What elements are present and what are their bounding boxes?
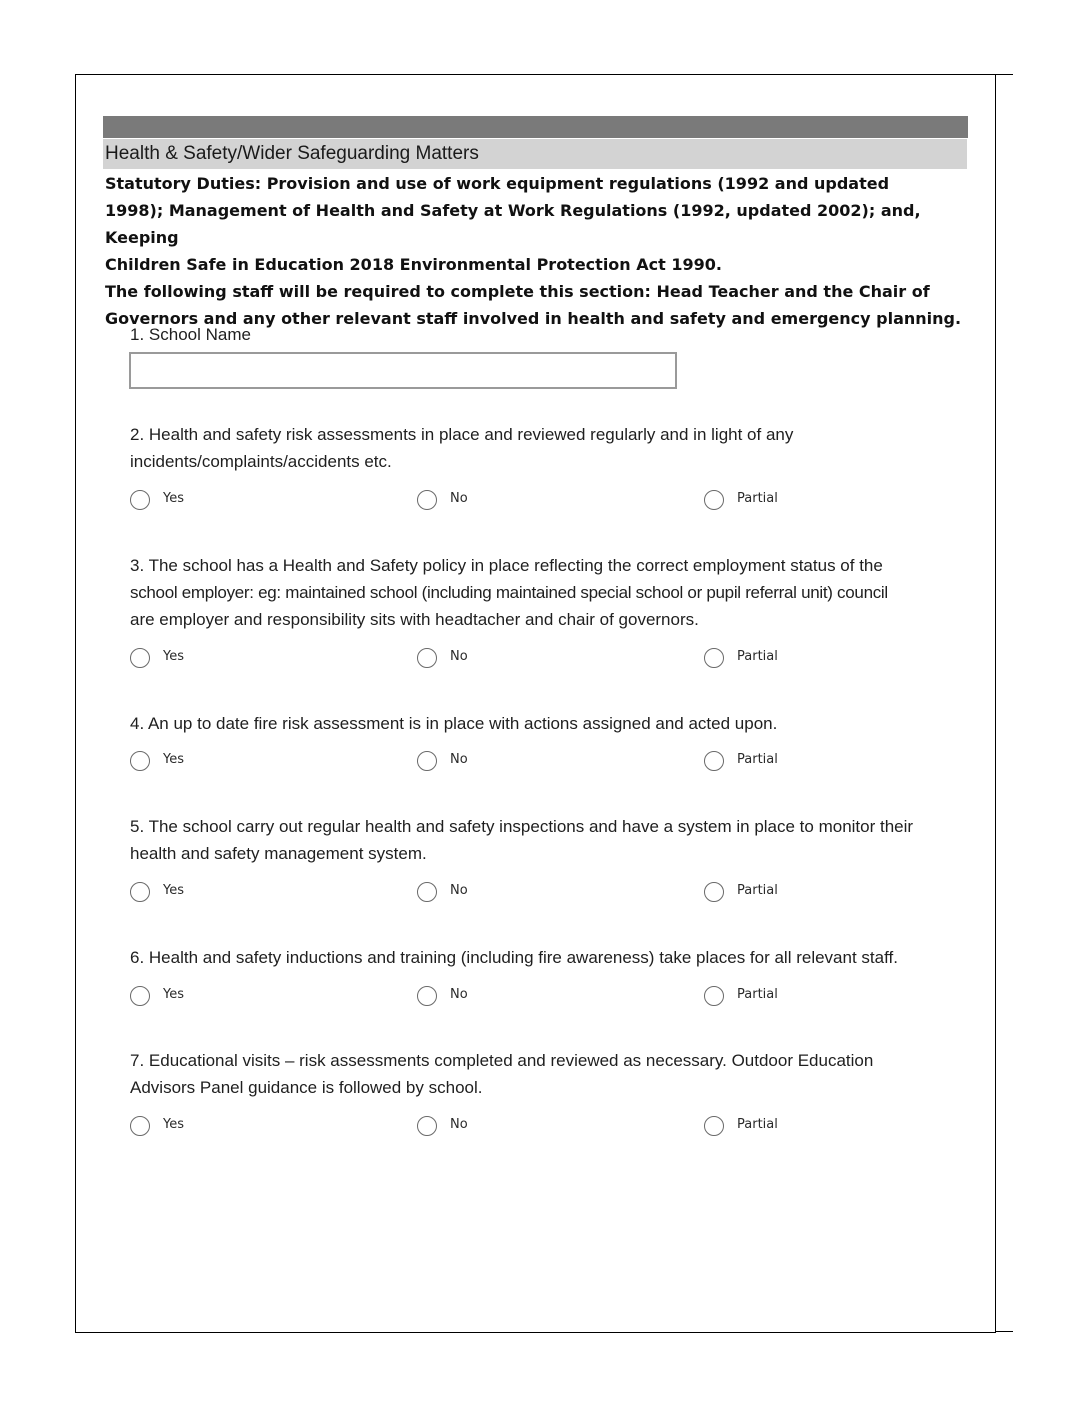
radio-button[interactable] xyxy=(704,1116,724,1136)
question-3 xyxy=(130,552,975,633)
question-label: Advisors Panel guidance is followed by school. xyxy=(130,1078,483,1097)
q6-option-no[interactable] xyxy=(417,984,468,1008)
option-label: Yes xyxy=(163,490,184,506)
option-label: Yes xyxy=(163,986,184,1002)
radio-button[interactable] xyxy=(130,986,150,1006)
radio-button[interactable] xyxy=(417,882,437,902)
option-label: No xyxy=(450,1116,468,1132)
q2-option-partial[interactable] xyxy=(704,488,778,512)
question-label: health and safety management system. xyxy=(130,844,427,863)
q4-option-yes[interactable] xyxy=(130,749,184,773)
radio-button[interactable] xyxy=(704,882,724,902)
q3-option-no[interactable] xyxy=(417,646,468,670)
q3-option-partial[interactable] xyxy=(704,646,778,670)
radio-button[interactable] xyxy=(417,648,437,668)
intro-line: Children Safe in Education 2018 Environmental Protection Act 1990. xyxy=(105,255,722,274)
option-label: Partial xyxy=(737,490,778,506)
q3-option-yes[interactable] xyxy=(130,646,184,670)
q5-option-yes[interactable] xyxy=(130,880,184,904)
question-label: 4. An up to date fire risk assessment is in place with actions assigned and acted upon. xyxy=(130,714,778,733)
option-label: Yes xyxy=(163,751,184,767)
radio-button[interactable] xyxy=(417,1116,437,1136)
school-name-input[interactable] xyxy=(129,352,677,389)
question-1 xyxy=(130,321,980,348)
radio-button[interactable] xyxy=(704,751,724,771)
option-label: Partial xyxy=(737,751,778,767)
question-label: incidents/complaints/accidents etc. xyxy=(130,452,392,471)
radio-button[interactable] xyxy=(130,751,150,771)
option-label: Yes xyxy=(163,882,184,898)
option-label: Partial xyxy=(737,882,778,898)
section-title: Health & Safety/Wider Safeguarding Matters xyxy=(103,139,967,169)
option-label: Partial xyxy=(737,986,778,1002)
q2-option-no[interactable] xyxy=(417,488,468,512)
question-label: 3. The school has a Health and Safety policy in place reflecting the correct employment status of the xyxy=(130,556,883,575)
radio-button[interactable] xyxy=(130,882,150,902)
q6-option-yes[interactable] xyxy=(130,984,184,1008)
frame-right-border xyxy=(995,74,996,1332)
option-label: Partial xyxy=(737,1116,778,1132)
q6-option-partial[interactable] xyxy=(704,984,778,1008)
option-label: No xyxy=(450,490,468,506)
question-label: 6. Health and safety inductions and training (including fire awareness) take places for all relevant staff. xyxy=(130,948,898,967)
frame-bottom-tick xyxy=(995,1331,1013,1332)
intro-line: The following staff will be required to complete this section: Head Teacher and the Chair of xyxy=(105,282,930,301)
option-label: Yes xyxy=(163,648,184,664)
q7-option-no[interactable] xyxy=(417,1114,468,1138)
intro-line: Governors and any other relevant staff involved in health and safety and emergency planning. xyxy=(105,309,962,328)
question-label: 7. Educational visits – risk assessments completed and reviewed as necessary. Outdoor Education xyxy=(130,1051,874,1070)
option-label: Partial xyxy=(737,648,778,664)
frame-top-tick xyxy=(995,74,1013,75)
q7-option-yes[interactable] xyxy=(130,1114,184,1138)
radio-button[interactable] xyxy=(704,490,724,510)
radio-button[interactable] xyxy=(130,1116,150,1136)
q7-option-partial[interactable] xyxy=(704,1114,778,1138)
radio-button[interactable] xyxy=(417,490,437,510)
option-label: No xyxy=(450,882,468,898)
radio-button[interactable] xyxy=(130,490,150,510)
intro-line: 1998); Management of Health and Safety at Work Regulations (1992, updated 2002); and, Keeping xyxy=(105,201,921,247)
radio-button[interactable] xyxy=(130,648,150,668)
question-7 xyxy=(130,1047,980,1101)
option-label: Yes xyxy=(163,1116,184,1132)
radio-button[interactable] xyxy=(417,986,437,1006)
radio-button[interactable] xyxy=(704,648,724,668)
radio-button[interactable] xyxy=(417,751,437,771)
question-2 xyxy=(130,421,980,475)
question-label: school employer: eg: maintained school (including maintained special school or pupil referral unit) council xyxy=(130,583,888,602)
q4-option-no[interactable] xyxy=(417,749,468,773)
option-label: No xyxy=(450,648,468,664)
statutory-duties-intro xyxy=(105,170,965,332)
option-label: No xyxy=(450,751,468,767)
question-label: 5. The school carry out regular health and safety inspections and have a system in place to monitor their xyxy=(130,817,914,836)
option-label: No xyxy=(450,986,468,1002)
q5-option-partial[interactable] xyxy=(704,880,778,904)
question-label: 1. School Name xyxy=(130,325,251,344)
q2-option-yes[interactable] xyxy=(130,488,184,512)
radio-button[interactable] xyxy=(704,986,724,1006)
question-label: are employer and responsibility sits with headtacher and chair of governors. xyxy=(130,610,699,629)
question-label: 2. Health and safety risk assessments in place and reviewed regularly and in light of any xyxy=(130,425,794,444)
intro-line: Statutory Duties: Provision and use of work equipment regulations (1992 and updated xyxy=(105,174,890,193)
section-header-bar xyxy=(103,116,968,138)
q5-option-no[interactable] xyxy=(417,880,468,904)
question-4 xyxy=(130,710,980,737)
question-6 xyxy=(130,944,980,971)
q4-option-partial[interactable] xyxy=(704,749,778,773)
question-5 xyxy=(130,813,980,867)
